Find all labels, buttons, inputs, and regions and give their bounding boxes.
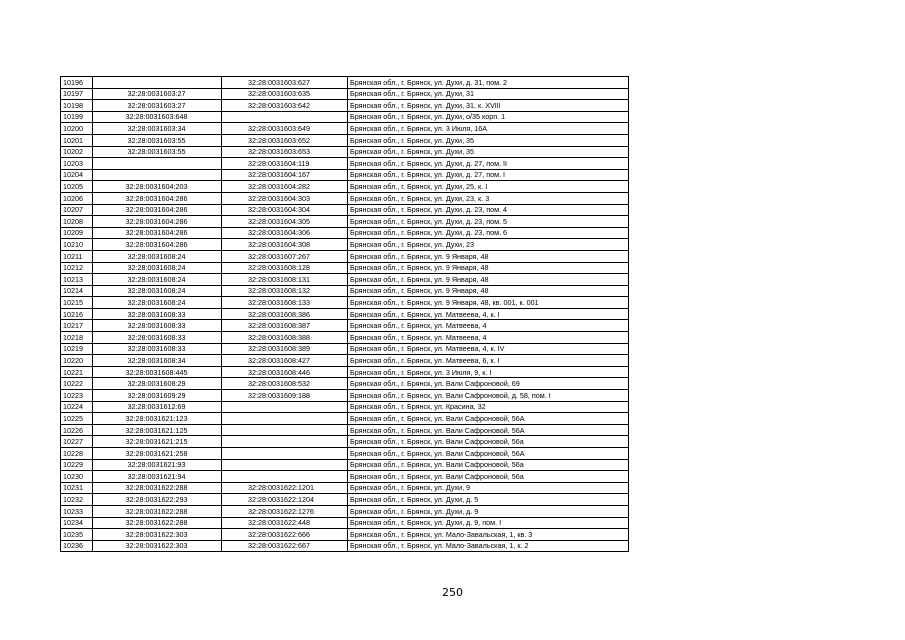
address-cell: Брянская обл., г. Брянск, ул. Вали Сафроновой, 56А (348, 424, 629, 436)
address-cell: Брянская обл., г. Брянск, ул. Вали Сафроновой, 56а (348, 459, 629, 471)
row-number-cell: 10213 (61, 274, 93, 286)
row-number-cell: 10217 (61, 320, 93, 332)
address-cell: Брянская обл., г. Брянск, ул. Духи, 35 (348, 146, 629, 158)
row-number-cell: 10234 (61, 517, 93, 529)
address-cell: Брянская обл., г. Брянск, ул. Духи, 9 (348, 482, 629, 494)
row-number-cell: 10230 (61, 471, 93, 483)
table-row (61, 285, 629, 297)
object-cadastral-number-cell: 32:28:0031622:1201 (222, 482, 348, 494)
cadastral-number-cell: 32:28:0031621:125 (93, 424, 222, 436)
cadastral-number-cell: 32:28:0031608:24 (93, 262, 222, 274)
object-cadastral-number-cell: 32:28:0031608:131 (222, 274, 348, 286)
address-cell: Брянская обл., г. Брянск, ул. Вали Сафроновой, 56А (348, 413, 629, 425)
table-row (61, 413, 629, 425)
row-number-cell: 10198 (61, 100, 93, 112)
table-row (61, 88, 629, 100)
cadastral-number-cell: 32:28:0031621:94 (93, 471, 222, 483)
address-cell: Брянская обл., г. Брянск, ул. Матвеева, 6, к. I (348, 355, 629, 367)
object-cadastral-number-cell (222, 448, 348, 460)
table-row (61, 355, 629, 367)
table-row (61, 204, 629, 216)
object-cadastral-number-cell: 32:28:0031609:188 (222, 390, 348, 402)
object-cadastral-number-cell: 32:28:0031603:652 (222, 134, 348, 146)
address-cell: Брянская обл., г. Брянск, ул. Духи, д. 9 (348, 505, 629, 517)
object-cadastral-number-cell: 32:28:0031622:1276 (222, 505, 348, 517)
table-row (61, 378, 629, 390)
table-body (61, 77, 629, 552)
table-row (61, 134, 629, 146)
cadastral-number-cell: 32:28:0031621:215 (93, 436, 222, 448)
table-row (61, 436, 629, 448)
row-number-cell: 10236 (61, 540, 93, 552)
address-cell: Брянская обл., г. Брянск, ул. Матвеева, 4, к. IV (348, 343, 629, 355)
table-row (61, 390, 629, 402)
cadastral-number-cell: 32:28:0031603:55 (93, 134, 222, 146)
address-cell: Брянская обл., г. Брянск, ул. 9 Января, 48, кв. 001, к. 001 (348, 297, 629, 309)
row-number-cell: 10227 (61, 436, 93, 448)
cadastral-number-cell: 32:28:0031604:286 (93, 239, 222, 251)
address-cell: Брянская обл., г. Брянск, ул. 9 Января, 48 (348, 274, 629, 286)
cadastral-number-cell: 32:28:0031603:648 (93, 111, 222, 123)
cadastral-number-cell: 32:28:0031622:303 (93, 540, 222, 552)
row-number-cell: 10220 (61, 355, 93, 367)
address-cell: Брянская обл., г. Брянск, ул. 9 Января, 48 (348, 285, 629, 297)
row-number-cell: 10208 (61, 216, 93, 228)
row-number-cell: 10226 (61, 424, 93, 436)
table-row (61, 471, 629, 483)
row-number-cell: 10223 (61, 390, 93, 402)
table-row (61, 494, 629, 506)
address-cell: Брянская обл., г. Брянск, ул. Духи, д. 23, пом. 4 (348, 204, 629, 216)
row-number-cell: 10232 (61, 494, 93, 506)
object-cadastral-number-cell: 32:28:0031622:667 (222, 540, 348, 552)
cadastral-number-cell: 32:28:0031604:286 (93, 204, 222, 216)
object-cadastral-number-cell (222, 436, 348, 448)
row-number-cell: 10199 (61, 111, 93, 123)
address-cell: Брянская обл., г. Брянск, ул. Мало-Завальская, 1, кв. 3 (348, 529, 629, 541)
address-cell: Брянская обл., г. Брянск, ул. Духи, д. 27, пом. II (348, 158, 629, 170)
registry-table (60, 76, 629, 552)
object-cadastral-number-cell (222, 471, 348, 483)
object-cadastral-number-cell: 32:28:0031604:308 (222, 239, 348, 251)
table-row (61, 448, 629, 460)
address-cell: Брянская обл., г. Брянск, ул. Духи, д. 5 (348, 494, 629, 506)
row-number-cell: 10215 (61, 297, 93, 309)
table-row (61, 401, 629, 413)
address-cell: Брянская обл., г. Брянск, ул. 9 Января, 48 (348, 262, 629, 274)
cadastral-number-cell: 32:28:0031603:27 (93, 88, 222, 100)
address-cell: Брянская обл., г. Брянск, ул. Духи, 23 (348, 239, 629, 251)
cadastral-number-cell: 32:28:0031603:55 (93, 146, 222, 158)
address-cell: Брянская обл., г. Брянск, ул. Вали Сафроновой, д. 58, пом. I (348, 390, 629, 402)
table-row (61, 424, 629, 436)
table-row (61, 146, 629, 158)
table-row (61, 77, 629, 89)
row-number-cell: 10197 (61, 88, 93, 100)
cadastral-number-cell: 32:28:0031608:33 (93, 332, 222, 344)
table-row (61, 123, 629, 135)
object-cadastral-number-cell: 32:28:0031603:653 (222, 146, 348, 158)
address-cell: Брянская обл., г. Брянск, ул. Духи, д. 31, пом. 2 (348, 77, 629, 89)
object-cadastral-number-cell: 32:28:0031622:1204 (222, 494, 348, 506)
table-row (61, 366, 629, 378)
cadastral-number-cell: 32:28:0031612:69 (93, 401, 222, 413)
row-number-cell: 10229 (61, 459, 93, 471)
table-row (61, 529, 629, 541)
cadastral-number-cell: 32:28:0031608:33 (93, 320, 222, 332)
row-number-cell: 10203 (61, 158, 93, 170)
row-number-cell: 10222 (61, 378, 93, 390)
table-row (61, 239, 629, 251)
table-row (61, 274, 629, 286)
address-cell: Брянская обл., г. Брянск, ул. Красина, 32 (348, 401, 629, 413)
address-cell: Брянская обл., г. Брянск, ул. Духи, 31 (348, 88, 629, 100)
cadastral-number-cell: 32:28:0031604:203 (93, 181, 222, 193)
table-row (61, 332, 629, 344)
object-cadastral-number-cell: 32:28:0031622:448 (222, 517, 348, 529)
cadastral-number-cell (93, 77, 222, 89)
cadastral-number-cell: 32:28:0031604:286 (93, 216, 222, 228)
object-cadastral-number-cell: 32:28:0031603:627 (222, 77, 348, 89)
address-cell: Брянская обл., г. Брянск, ул. Матвеева, 4, к. I (348, 308, 629, 320)
cadastral-number-cell: 32:28:0031622:303 (93, 529, 222, 541)
table-row (61, 262, 629, 274)
address-cell: Брянская обл., г. Брянск, ул. Духи, д. 23, пом. 6 (348, 227, 629, 239)
row-number-cell: 10231 (61, 482, 93, 494)
table-row (61, 459, 629, 471)
row-number-cell: 10233 (61, 505, 93, 517)
object-cadastral-number-cell: 32:28:0031603:642 (222, 100, 348, 112)
table-row (61, 517, 629, 529)
object-cadastral-number-cell: 32:28:0031604:304 (222, 204, 348, 216)
address-cell: Брянская обл., г. Брянск, ул. Духи, 25, к. I (348, 181, 629, 193)
cadastral-number-cell (93, 158, 222, 170)
table-row (61, 111, 629, 123)
table-row (61, 482, 629, 494)
table-row (61, 540, 629, 552)
object-cadastral-number-cell (222, 111, 348, 123)
address-cell: Брянская обл., г. Брянск, ул. Духи, д. 23, пом. 5 (348, 216, 629, 228)
row-number-cell: 10214 (61, 285, 93, 297)
row-number-cell: 10205 (61, 181, 93, 193)
row-number-cell: 10202 (61, 146, 93, 158)
row-number-cell: 10235 (61, 529, 93, 541)
address-cell: Брянская обл., г. Брянск, ул. Матвеева, 4 (348, 320, 629, 332)
cadastral-number-cell: 32:28:0031608:24 (93, 285, 222, 297)
address-cell: Брянская обл., г. Брянск, ул. Духи, 31, к. XVIII (348, 100, 629, 112)
cadastral-number-cell: 32:28:0031608:445 (93, 366, 222, 378)
object-cadastral-number-cell (222, 401, 348, 413)
cadastral-number-cell: 32:28:0031608:24 (93, 250, 222, 262)
table-row (61, 505, 629, 517)
table-row (61, 320, 629, 332)
cadastral-number-cell: 32:28:0031603:34 (93, 123, 222, 135)
page-number: 250 (442, 586, 463, 599)
cadastral-number-cell: 32:28:0031608:34 (93, 355, 222, 367)
cadastral-number-cell: 32:28:0031622:288 (93, 517, 222, 529)
table-row (61, 227, 629, 239)
address-cell: Брянская обл., г. Брянск, ул. Мало-Завальская, 1, к. 2 (348, 540, 629, 552)
cadastral-number-cell: 32:28:0031609:29 (93, 390, 222, 402)
object-cadastral-number-cell: 32:28:0031608:388 (222, 332, 348, 344)
object-cadastral-number-cell: 32:28:0031608:132 (222, 285, 348, 297)
table-row (61, 181, 629, 193)
row-number-cell: 10201 (61, 134, 93, 146)
object-cadastral-number-cell: 32:28:0031604:306 (222, 227, 348, 239)
object-cadastral-number-cell: 32:28:0031608:427 (222, 355, 348, 367)
address-cell: Брянская обл., г. Брянск, ул. 9 Января, 48 (348, 250, 629, 262)
object-cadastral-number-cell: 32:28:0031604:305 (222, 216, 348, 228)
object-cadastral-number-cell: 32:28:0031603:635 (222, 88, 348, 100)
object-cadastral-number-cell: 32:28:0031604:167 (222, 169, 348, 181)
address-cell: Брянская обл., г. Брянск, ул. Духи, 35 (348, 134, 629, 146)
cadastral-number-cell (93, 169, 222, 181)
address-cell: Брянская обл., г. Брянск, ул. Духи, д. 27, пом. I (348, 169, 629, 181)
object-cadastral-number-cell: 32:28:0031604:119 (222, 158, 348, 170)
cadastral-number-cell: 32:28:0031608:24 (93, 297, 222, 309)
object-cadastral-number-cell: 32:28:0031608:532 (222, 378, 348, 390)
row-number-cell: 10211 (61, 250, 93, 262)
cadastral-number-cell: 32:28:0031621:123 (93, 413, 222, 425)
row-number-cell: 10224 (61, 401, 93, 413)
address-cell: Брянская обл., г. Брянск, ул. Духи, 23, к. 3 (348, 192, 629, 204)
cadastral-number-cell: 32:28:0031621:93 (93, 459, 222, 471)
object-cadastral-number-cell: 32:28:0031608:128 (222, 262, 348, 274)
object-cadastral-number-cell: 32:28:0031608:386 (222, 308, 348, 320)
address-cell: Брянская обл., г. Брянск, ул. Вали Сафроновой, 56а (348, 436, 629, 448)
cadastral-number-cell: 32:28:0031604:286 (93, 227, 222, 239)
row-number-cell: 10210 (61, 239, 93, 251)
object-cadastral-number-cell: 32:28:0031604:282 (222, 181, 348, 193)
object-cadastral-number-cell: 32:28:0031608:133 (222, 297, 348, 309)
address-cell: Брянская обл., г. Брянск, ул. Вали Сафроновой, 56А (348, 448, 629, 460)
table-row (61, 192, 629, 204)
object-cadastral-number-cell (222, 424, 348, 436)
cadastral-number-cell: 32:28:0031608:24 (93, 274, 222, 286)
row-number-cell: 10225 (61, 413, 93, 425)
cadastral-number-cell: 32:28:0031621:258 (93, 448, 222, 460)
row-number-cell: 10219 (61, 343, 93, 355)
cadastral-number-cell: 32:28:0031603:27 (93, 100, 222, 112)
address-cell: Брянская обл., г. Брянск, ул. 3 Июля, 16А (348, 123, 629, 135)
object-cadastral-number-cell: 32:28:0031604:303 (222, 192, 348, 204)
address-cell: Брянская обл., г. Брянск, ул. Духи, о/35 корп. 1 (348, 111, 629, 123)
address-cell: Брянская обл., г. Брянск, ул. 3 Июля, 9, к. I (348, 366, 629, 378)
row-number-cell: 10206 (61, 192, 93, 204)
cadastral-number-cell: 32:28:0031622:293 (93, 494, 222, 506)
table-row (61, 169, 629, 181)
row-number-cell: 10228 (61, 448, 93, 460)
object-cadastral-number-cell (222, 413, 348, 425)
cadastral-number-cell: 32:28:0031622:288 (93, 505, 222, 517)
table-row (61, 100, 629, 112)
cadastral-number-cell: 32:28:0031608:33 (93, 343, 222, 355)
row-number-cell: 10200 (61, 123, 93, 135)
cadastral-number-cell: 32:28:0031608:33 (93, 308, 222, 320)
object-cadastral-number-cell: 32:28:0031607:267 (222, 250, 348, 262)
row-number-cell: 10207 (61, 204, 93, 216)
object-cadastral-number-cell: 32:28:0031608:389 (222, 343, 348, 355)
table-row (61, 250, 629, 262)
cadastral-number-cell: 32:28:0031622:288 (93, 482, 222, 494)
row-number-cell: 10209 (61, 227, 93, 239)
object-cadastral-number-cell: 32:28:0031608:387 (222, 320, 348, 332)
address-cell: Брянская обл., г. Брянск, ул. Вали Сафроновой, 69 (348, 378, 629, 390)
object-cadastral-number-cell: 32:28:0031603:649 (222, 123, 348, 135)
row-number-cell: 10204 (61, 169, 93, 181)
table-row (61, 343, 629, 355)
row-number-cell: 10221 (61, 366, 93, 378)
row-number-cell: 10196 (61, 77, 93, 89)
address-cell: Брянская обл., г. Брянск, ул. Духи, д. 9, пом. I (348, 517, 629, 529)
object-cadastral-number-cell: 32:28:0031622:666 (222, 529, 348, 541)
address-cell: Брянская обл., г. Брянск, ул. Матвеева, 4 (348, 332, 629, 344)
object-cadastral-number-cell: 32:28:0031608:446 (222, 366, 348, 378)
table-row (61, 297, 629, 309)
row-number-cell: 10212 (61, 262, 93, 274)
row-number-cell: 10218 (61, 332, 93, 344)
cadastral-number-cell: 32:28:0031608:29 (93, 378, 222, 390)
address-cell: Брянская обл., г. Брянск, ул. Вали Сафроновой, 56а (348, 471, 629, 483)
table-row (61, 158, 629, 170)
row-number-cell: 10216 (61, 308, 93, 320)
table-row (61, 216, 629, 228)
table-row (61, 308, 629, 320)
object-cadastral-number-cell (222, 459, 348, 471)
cadastral-number-cell: 32:28:0031604:286 (93, 192, 222, 204)
